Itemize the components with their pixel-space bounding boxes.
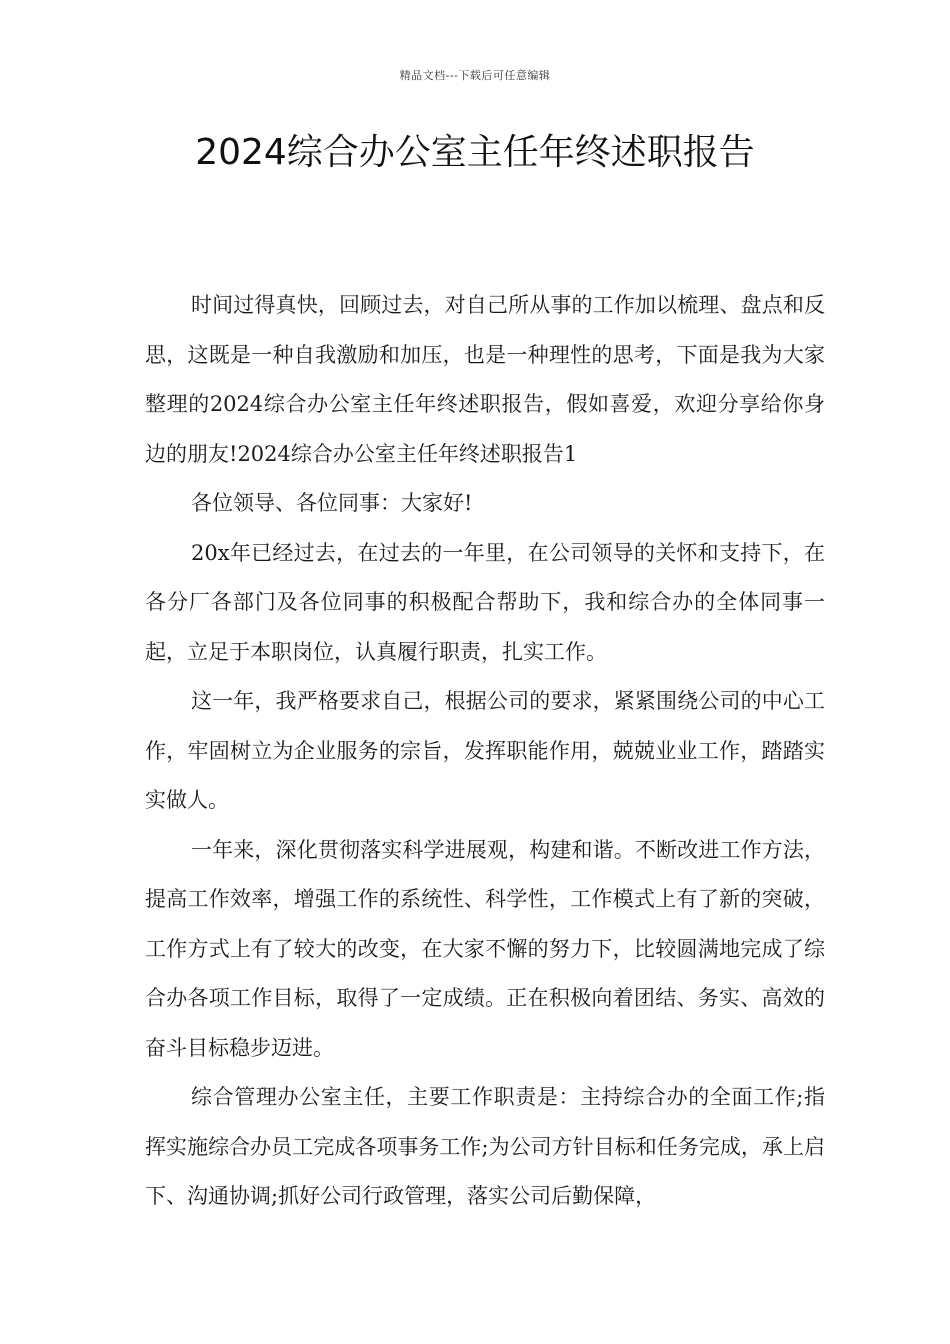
- document-body: [145, 281, 825, 1222]
- paragraph-year-review: 20x年已经过去，在过去的一年里，在公司领导的关怀和支持下，在各分厂各部门及各位同事的积极配合帮助下，我和综合办的全体同事一起，立足于本职岗位，认真履行职责，扎实工作。: [145, 540, 825, 664]
- paragraph-achievements: 一年来，深化贯彻落实科学进展观，构建和谐。不断改进工作方法，提高工作效率，增强工作的系统性、科学性，工作模式上有了新的突破，工作方式上有了较大的改变，在大家不懈的努力下，比较圆满地完成了综合办各项工作目标，取得了一定成绩。正在积极向着团结、务实、高效的奋斗目标稳步迈进。: [145, 837, 825, 1060]
- header-note: 精品文档---下载后可任意编辑: [399, 69, 551, 82]
- paragraph-self-requirement: 这一年，我严格要求自己，根据公司的要求，紧紧围绕公司的中心工作，牢固树立为企业服务的宗旨，发挥职能作用，兢兢业业工作，踏踏实实做人。: [145, 689, 825, 812]
- paragraph-greeting: 各位领导、各位同事：大家好!: [191, 491, 473, 515]
- paragraph-intro: 时间过得真快，回顾过去，对自己所从事的工作加以梳理、盘点和反思，这既是一种自我激励和加压，也是一种理性的思考，下面是我为大家整理的2024综合办公室主任年终述职报告，假如喜爱，欢迎分享给你身边的朋友!2024综合办公室主任年终述职报告1: [145, 293, 825, 466]
- document-title: 2024综合办公室主任年终述职报告: [195, 132, 755, 173]
- paragraph-duties: 综合管理办公室主任，主要工作职责是：主持综合办的全面工作;指挥实施综合办员工完成各项事务工作;为公司方针目标和任务完成，承上启下、沟通协调;抓好公司行政管理，落实公司后勤保障，: [145, 1085, 825, 1208]
